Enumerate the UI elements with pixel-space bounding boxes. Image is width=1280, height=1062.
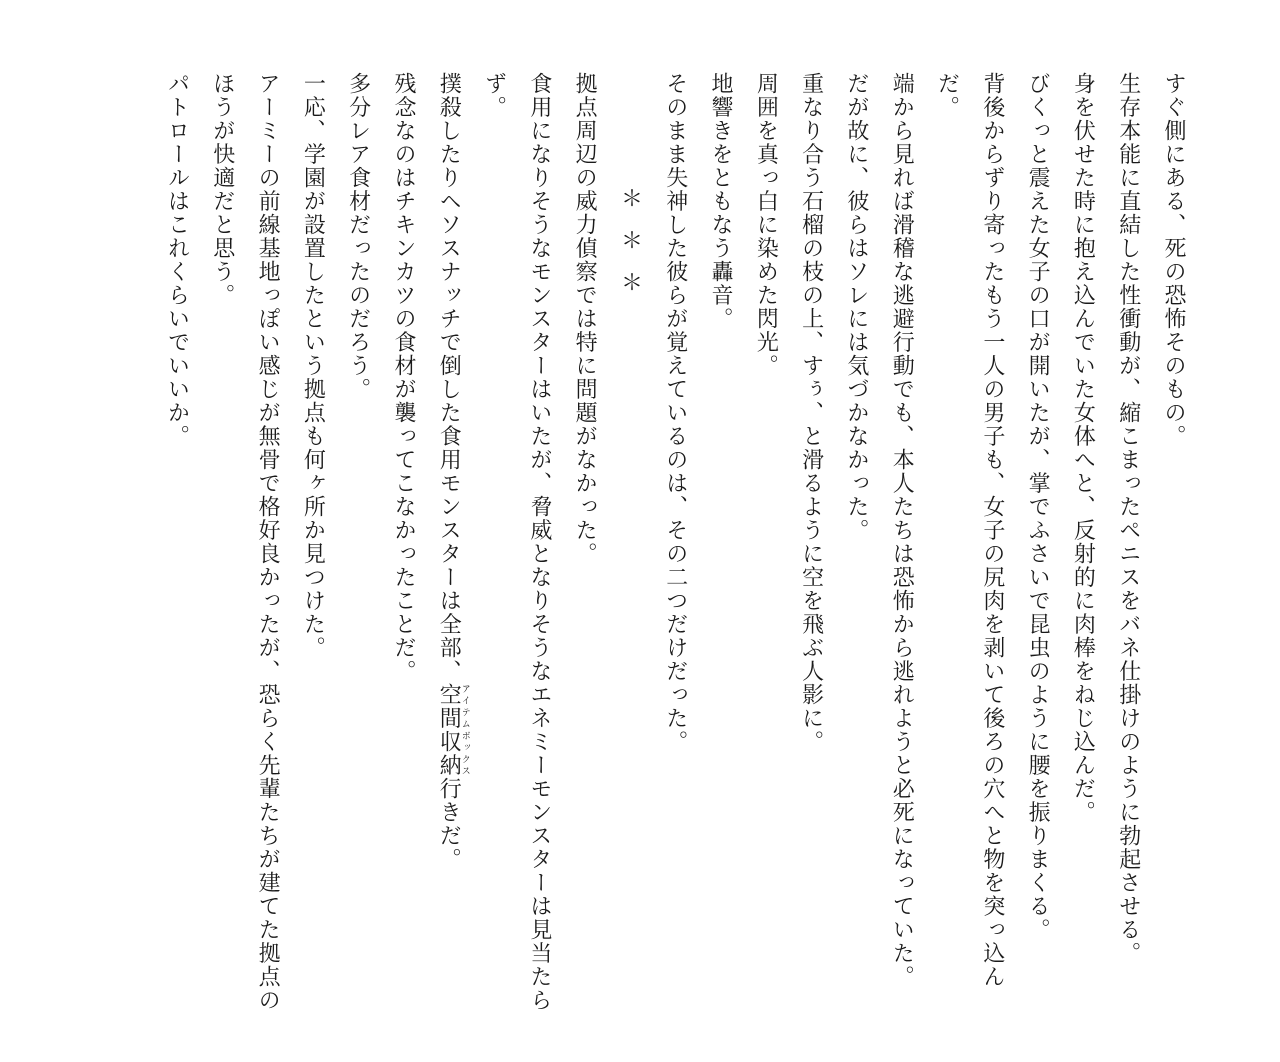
text-line: 拠点周辺の威力偵察では特に問題がなかった。 [572, 72, 598, 566]
text-line: 多分レア食材だったのだろう。 [345, 72, 371, 401]
text-line: 生存本能に直結した性衝動が、縮こまったペニスをバネ仕掛けのように勃起させる。 [1115, 72, 1141, 965]
text-line: びくっと震えた女子の口が開いたが、掌でふさいで昆虫のように腰を振りまくる。 [1025, 72, 1051, 942]
section-separator: ＊＊＊ [617, 187, 643, 313]
ruby-line-suffix: 行きだ。 [436, 777, 462, 871]
text-line-with-ruby [426, 72, 471, 1032]
document-page [20, 0, 1260, 1062]
text-line: 一応、学園が設置したという拠点も何ヶ所か見つけた。 [300, 72, 326, 660]
text-line: すぐ側にある、死の恐怖そのもの。 [1161, 72, 1186, 448]
ruby-annotation [436, 683, 470, 777]
text-line: 地響きをともなう轟音。 [708, 72, 734, 331]
text-line: 重なり合う石榴の枝の上、すぅ、と滑るように空を飛ぶ人影に。 [798, 72, 824, 754]
ruby-base: 空間収納 [436, 683, 462, 777]
text-line: 背後からずり寄ったもう一人の男子も、女子の尻肉を剥いて後ろの穴へと物を突っ込んだ。 [934, 72, 1005, 989]
ruby-line-prefix: 撲殺したりヘソスナッチで倒した食用モンスターは全部、 [436, 72, 462, 683]
text-line: 身を伏せた時に抱え込んでいた女体へと、反射的に肉棒をねじ込んだ。 [1070, 72, 1096, 824]
ruby-reading: アイテムボックス [459, 683, 470, 777]
text-line: 周囲を真っ白に染めた閃光。 [753, 72, 779, 378]
vertical-text-body [154, 72, 1196, 1032]
text-line: 端から見れば滑稽な逃避行動でも、本人たちは恐怖から逃れようと必死になっていた。 [889, 72, 915, 989]
text-line: 残念なのはチキンカツの食材が襲ってこなかったことだ。 [390, 72, 416, 683]
text-line: 食用になりそうなモンスターはいたが、脅威となりそうなエネミーモンスターは見当たらず。 [481, 72, 552, 1012]
text-line: そのまま失神した彼らが覚えているのは、その二つだけだった。 [662, 72, 688, 754]
text-line: パトロールはこれくらいでいいか。 [164, 72, 190, 448]
text-line: アーミーの前線基地っぽい感じが無骨で格好良かったが、恐らく先輩たちが建てた拠点のほうが快適だと思う。 [209, 72, 281, 1012]
text-line: だが故に、彼らはソレには気づかなかった。 [843, 72, 869, 542]
